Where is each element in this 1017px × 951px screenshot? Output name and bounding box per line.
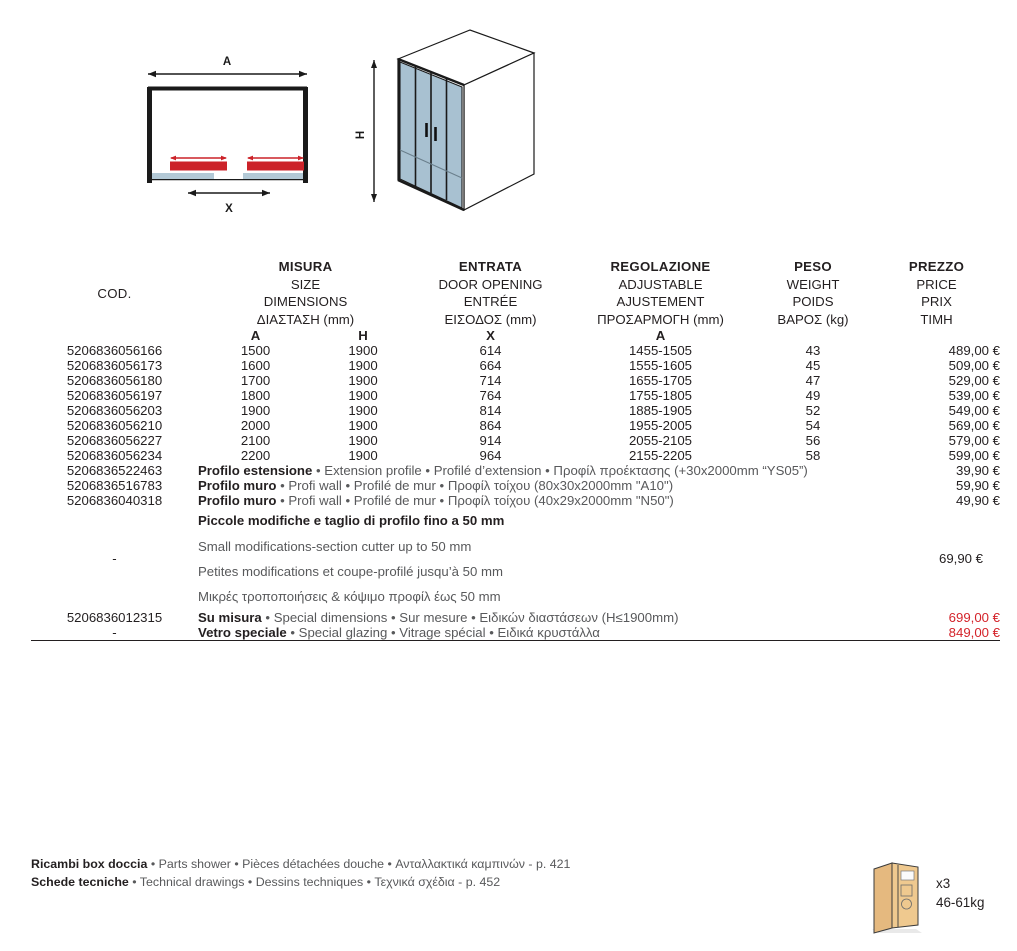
adjustment-range: 1755-1805 xyxy=(628,388,693,404)
adjustment-range: 1885-1905 xyxy=(628,403,693,419)
box-left-face xyxy=(874,863,892,933)
arrowhead-left-a xyxy=(148,71,156,77)
price-value: 599,00 € xyxy=(948,448,1000,464)
product-code: 5206836040318 xyxy=(66,493,163,509)
product-code: 5206836056210 xyxy=(66,418,163,434)
header-entrata-l1: ENTRATA xyxy=(458,259,523,274)
header-peso-l3: POIDS xyxy=(792,294,834,310)
dimension-a: 1600 xyxy=(240,358,271,374)
arrowhead-slide-l2 xyxy=(221,156,227,161)
label-h: H xyxy=(355,130,367,140)
weight-kg: 56 xyxy=(805,433,821,449)
price-value: 539,00 € xyxy=(948,388,1000,404)
subheader-a: A xyxy=(250,328,261,344)
product-description xyxy=(198,625,873,641)
dimension-a: 1900 xyxy=(240,403,271,419)
table-multiline-body xyxy=(31,508,1000,609)
accessory-row xyxy=(31,463,1000,478)
price-value: 489,00 € xyxy=(948,343,1000,359)
description-title: Profilo estensione xyxy=(198,463,313,479)
weight-kg: 58 xyxy=(805,448,821,464)
door-opening-x: 814 xyxy=(479,403,502,419)
subheader-h: H xyxy=(358,328,368,344)
door-opening-x: 914 xyxy=(479,433,502,449)
label-x: X xyxy=(225,203,233,215)
package-box-icon xyxy=(868,855,930,945)
price-value: 579,00 € xyxy=(948,433,1000,449)
product-code: 5206836056166 xyxy=(66,343,163,359)
header-group-regolazione xyxy=(568,258,753,328)
dimension-h: 1900 xyxy=(348,373,378,389)
subheader-adj: A xyxy=(655,328,666,344)
header-prezzo-l1: PREZZO xyxy=(908,259,965,274)
footer-line-translations: • Parts shower • Pièces détachées douche • Ανταλλακτικά καμπινών - p. 421 xyxy=(147,857,571,871)
dimension-a: 2200 xyxy=(240,448,271,464)
header-entrata-l4: ΕΙΣΟΔΟΣ (mm) xyxy=(444,311,537,327)
dimension-h: 1900 xyxy=(348,433,378,449)
price-value: 549,00 € xyxy=(948,403,1000,419)
door-opening-x: 864 xyxy=(479,418,502,434)
product-code: 5206836056234 xyxy=(66,448,163,464)
accessory-row xyxy=(31,478,1000,493)
price-value: 569,00 € xyxy=(948,418,1000,434)
header-peso-l2: WEIGHT xyxy=(786,276,840,292)
table-row xyxy=(31,343,1000,358)
table-row xyxy=(31,388,1000,403)
description-line: Μικρές τροποποιήσεις & κόψιμο προφίλ έως 50 mm xyxy=(198,589,501,605)
table-data-body xyxy=(31,343,1000,463)
product-description xyxy=(198,478,873,493)
table-row xyxy=(31,373,1000,388)
product-code: 5206836056227 xyxy=(66,433,163,449)
header-prezzo-l4: TIMH xyxy=(920,311,953,327)
door-opening-x: 964 xyxy=(479,448,502,464)
dimension-a: 1500 xyxy=(240,343,271,359)
footer-reference-line xyxy=(31,856,570,874)
description-translations: • Extension profile • Profilé d’extension • Προφίλ προέκτασης (+30x2000mm “YS05”) xyxy=(312,463,808,479)
footer-line-title: Schede tecniche xyxy=(31,874,129,889)
package-box-svg xyxy=(868,855,930,945)
arrowhead-right-a xyxy=(299,71,307,77)
plan-view-drawing xyxy=(130,48,345,233)
arrowhead-left-x xyxy=(188,190,196,196)
dimension-a: 1700 xyxy=(240,373,271,389)
table-row xyxy=(31,448,1000,463)
subheader-prezzo xyxy=(873,328,1000,343)
table-subheader-row xyxy=(31,328,1000,343)
technical-drawings xyxy=(0,0,1017,248)
price-value: 49,90 € xyxy=(956,493,1000,509)
plan-view-svg xyxy=(130,48,345,233)
dimension-h: 1900 xyxy=(348,403,378,419)
header-regolazione-l1: REGOLAZIONE xyxy=(610,259,711,274)
description-title: Profilo muro xyxy=(198,478,277,494)
header-misura-l4: ΔΙΑΣΤΑΣΗ (mm) xyxy=(256,311,355,327)
description-line: Petites modifications et coupe-profilé jusqu’à 50 mm xyxy=(198,563,503,579)
header-group-prezzo xyxy=(873,258,1000,328)
dimension-h: 1900 xyxy=(348,448,378,464)
plan-glass-left xyxy=(152,173,214,179)
product-description xyxy=(198,463,873,478)
door-opening-x: 714 xyxy=(479,373,502,389)
weight-kg: 43 xyxy=(805,343,821,359)
arrowhead-slide-r1 xyxy=(247,156,253,161)
description-line: Piccole modifiche e taglio di profilo fino a 50 mm xyxy=(198,513,505,529)
door-opening-x: 764 xyxy=(479,388,502,404)
header-prezzo-l2: PRICE xyxy=(916,276,957,292)
header-entrata-l2: DOOR OPENING xyxy=(438,276,543,292)
header-peso-l1: PESO xyxy=(794,259,832,274)
adjustment-range: 2155-2205 xyxy=(628,448,693,464)
package-quantity: x3 xyxy=(936,876,951,891)
plan-glass-right xyxy=(243,173,303,179)
subheader-blank-cod xyxy=(31,328,198,343)
table-special-body xyxy=(31,610,1000,641)
product-code: 5206836056180 xyxy=(66,373,163,389)
footer-line-translations: • Technical drawings • Dessins techniques • Τεχνικά σχέδια - p. 452 xyxy=(128,874,501,889)
table-row xyxy=(31,433,1000,448)
arrowhead-top-h xyxy=(371,60,377,68)
weight-kg: 52 xyxy=(805,403,821,419)
weight-kg: 49 xyxy=(805,388,821,404)
product-code: - xyxy=(31,625,198,641)
header-peso-l4: ΒΑΡΟΣ (kg) xyxy=(777,311,849,327)
footer-reference-line xyxy=(31,874,570,892)
label-a: A xyxy=(222,56,232,68)
iso-glass-panels xyxy=(398,59,464,210)
adjustment-range: 1455-1505 xyxy=(628,343,693,359)
table-row xyxy=(31,403,1000,418)
header-misura-l2: SIZE xyxy=(290,276,321,292)
plan-slider-right xyxy=(247,162,304,171)
subheader-peso xyxy=(753,328,873,343)
subheader-x: X xyxy=(486,328,495,344)
adjustment-range: 1955-2005 xyxy=(628,418,693,434)
product-code: - xyxy=(112,551,117,567)
header-group-entrata xyxy=(413,258,568,328)
arrowhead-right-x xyxy=(262,190,270,196)
product-code: 5206836056197 xyxy=(66,388,163,404)
price-value: 59,90 € xyxy=(956,478,1000,494)
package-weight-range: 46-61kg xyxy=(936,895,985,911)
adjustment-range: 1655-1705 xyxy=(628,373,693,389)
packaging-info xyxy=(868,855,1008,945)
price-value: 509,00 € xyxy=(948,358,1000,374)
description-title: Su misura xyxy=(198,609,262,625)
product-code: 5206836012315 xyxy=(66,609,163,625)
header-group-misura xyxy=(198,258,413,328)
header-entrata-l3: ENTRÉE xyxy=(463,294,518,310)
header-cod: COD. xyxy=(97,285,132,301)
header-prezzo-l3: PRIX xyxy=(921,294,952,310)
price-value: 69,90 € xyxy=(939,551,983,567)
isometric-view-svg xyxy=(352,22,552,234)
box-label xyxy=(901,871,914,880)
door-opening-x: 664 xyxy=(479,358,502,374)
description-translations: • Profi wall • Profilé de mur • Προφίλ τοίχου (40x29x2000mm "N50") xyxy=(276,493,674,509)
description-lines xyxy=(198,508,873,609)
header-regolazione-l4: ΠΡΟΣΑΡΜΟΓΗ (mm) xyxy=(597,311,724,327)
special-option-row xyxy=(31,625,1000,641)
description-translations: • Special glazing • Vitrage spécial • Ειδικά κρυστάλλα xyxy=(286,624,600,640)
description-title: Profilo muro xyxy=(198,493,277,509)
dimension-h: 1900 xyxy=(348,358,378,374)
product-description xyxy=(198,493,873,508)
header-group-peso xyxy=(753,258,873,328)
special-option-row xyxy=(31,610,1000,625)
weight-kg: 47 xyxy=(805,373,821,389)
arrowhead-slide-l1 xyxy=(170,156,176,161)
price-value: 699,00 € xyxy=(948,609,1000,625)
arrowhead-bottom-h xyxy=(371,194,377,202)
isometric-view-drawing xyxy=(352,22,552,234)
dimension-h: 1900 xyxy=(348,388,378,404)
product-code: 5206836056203 xyxy=(66,403,163,419)
dimension-h: 1900 xyxy=(348,418,378,434)
door-opening-x: 614 xyxy=(479,343,502,359)
dimension-a: 2100 xyxy=(240,433,271,449)
header-regolazione-l2: ADJUSTABLE xyxy=(618,276,703,292)
dimension-a: 1800 xyxy=(240,388,271,404)
footer-line-title: Ricambi box doccia xyxy=(31,857,148,871)
price-value: 39,90 € xyxy=(956,463,1000,479)
header-misura-l1: MISURA xyxy=(278,259,333,274)
accessory-row xyxy=(31,493,1000,508)
price-value: 529,00 € xyxy=(948,373,1000,389)
adjustment-range: 1555-1605 xyxy=(628,358,693,374)
product-code: 5206836056173 xyxy=(66,358,163,374)
description-line: Small modifications-section cutter up to 50 mm xyxy=(198,538,472,554)
header-regolazione-l3: AJUSTEMENT xyxy=(616,294,705,310)
footer-notes xyxy=(31,856,570,891)
modification-service-row xyxy=(31,508,1000,609)
description-translations: • Special dimensions • Sur mesure • Ειδικών διαστάσεων (H≤1900mm) xyxy=(261,609,679,625)
header-misura-l3: DIMENSIONS xyxy=(263,294,348,310)
product-code: 5206836516783 xyxy=(66,478,163,494)
adjustment-range: 2055-2105 xyxy=(628,433,693,449)
packaging-text xyxy=(936,874,984,913)
product-description xyxy=(198,508,873,609)
table-row xyxy=(31,418,1000,433)
product-description xyxy=(198,610,873,625)
dimension-a: 2000 xyxy=(240,418,271,434)
table-row xyxy=(31,358,1000,373)
description-translations: • Profi wall • Profilé de mur • Προφίλ τοίχου (80x30x2000mm "A10") xyxy=(276,478,674,494)
plan-slider-left xyxy=(170,162,227,171)
dimension-h: 1900 xyxy=(348,343,378,359)
table-header-row xyxy=(31,258,1000,328)
description-title: Vetro speciale xyxy=(198,624,287,640)
weight-kg: 45 xyxy=(805,358,821,374)
product-code: 5206836522463 xyxy=(66,463,163,479)
price-value: 849,00 € xyxy=(873,625,1000,641)
table-accessory-body xyxy=(31,463,1000,508)
product-price-table xyxy=(31,258,1000,641)
weight-kg: 54 xyxy=(805,418,821,434)
